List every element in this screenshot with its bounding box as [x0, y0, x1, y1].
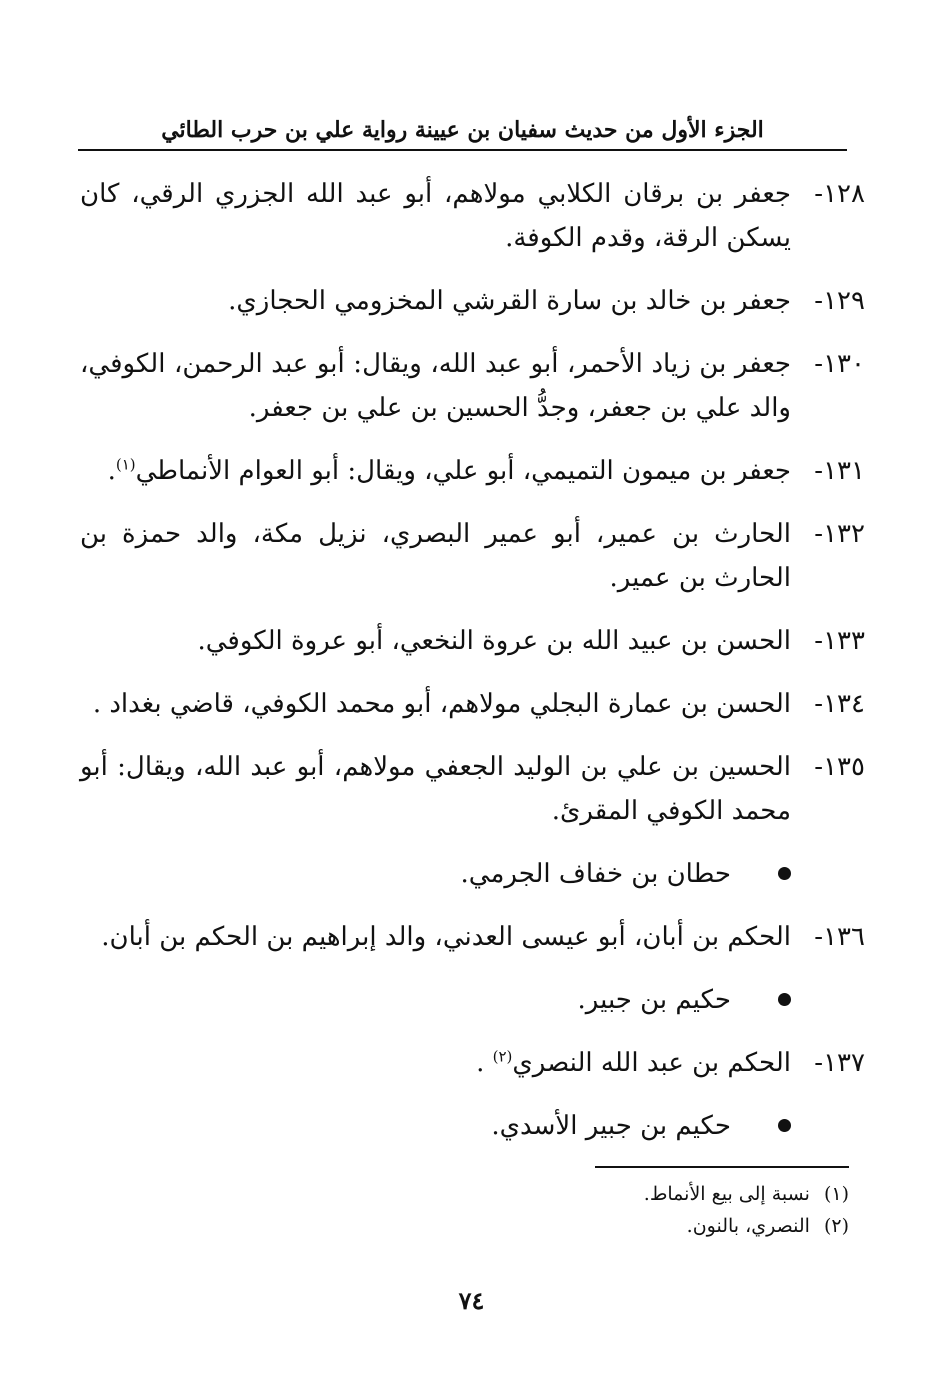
footnote-text: النصري، بالنون. [686, 1215, 810, 1237]
bullet-text: حكيم بن جبير الأسدي. [491, 1111, 731, 1141]
footnote-ref-1[interactable]: (١) [115, 455, 136, 474]
entry-text [80, 449, 791, 493]
entry-number: ١٣٢- [814, 519, 865, 549]
entry-text: الحسين بن علي بن الوليد الجعفي مولاهم، أبو عبد الله، ويقال: أبو محمد الكوفي المقرئ. [80, 752, 791, 826]
footnotes [80, 1178, 849, 1242]
footnote-ref-2[interactable]: (٢) [492, 1047, 513, 1066]
entry-136 [80, 915, 865, 959]
entry-134 [80, 682, 865, 726]
entry-text: الحكم بن أبان، أبو عيسى العدني، والد إبراهيم بن الحكم بن أبان. [101, 922, 791, 952]
entry-number: ١٣٣- [814, 626, 865, 656]
entry-129 [80, 279, 865, 323]
footnote-2 [80, 1210, 849, 1242]
entry-130 [80, 342, 865, 430]
entry-128 [80, 172, 865, 260]
entry-text: الحارث بن عمير، أبو عمير البصري، نزيل مكة، والد حمزة بن الحارث بن عمير. [80, 519, 791, 593]
entry-text-tail: . [107, 456, 116, 486]
bullet-item [80, 852, 791, 896]
entry-text: الحسن بن عبيد الله بن عروة النخعي، أبو عروة الكوفي. [197, 626, 791, 656]
bullet-item [80, 1104, 791, 1148]
footnote-text: نسبة إلى بيع الأنماط. [643, 1183, 810, 1205]
entry-text: الحسن بن عمارة البجلي مولاهم، أبو محمد الكوفي، قاضي بغداد . [92, 689, 791, 719]
bullet-dot-icon [778, 867, 791, 880]
page-number: ٧٤ [458, 1286, 485, 1315]
main-text [80, 172, 865, 1167]
header-divider [78, 149, 847, 151]
entry-number: ١٣٥- [814, 752, 865, 782]
entry-number: ١٢٩- [814, 286, 865, 316]
footnote-number: (١) [823, 1183, 849, 1205]
footnote-number: (٢) [823, 1215, 849, 1237]
running-header: الجزء الأول من حديث سفيان بن عيينة رواية علي بن حرب الطائي [161, 117, 764, 143]
entry-number: ١٣٠- [814, 349, 865, 379]
footnote-1 [80, 1178, 849, 1210]
entry-text: جعفر بن برقان الكلابي مولاهم، أبو عبد الله الجزري الرقي، كان يسكن الرقة، وقدم الكوفة. [80, 179, 791, 253]
entry-text-tail: . [476, 1048, 493, 1078]
footnote-divider [595, 1166, 849, 1168]
entry-135 [80, 745, 865, 833]
entry-text: جعفر بن خالد بن سارة القرشي المخزومي الحجازي. [228, 286, 791, 316]
entry-number: ١٣٦- [814, 922, 865, 952]
entry-132 [80, 512, 865, 600]
entry-text [80, 1041, 791, 1085]
entry-number: ١٣١- [814, 456, 865, 486]
entry-number: ١٢٨- [814, 179, 865, 209]
entry-text-main: جعفر بن ميمون التميمي، أبو علي، ويقال: أبو العوام الأنماطي [135, 456, 791, 486]
entry-number: ١٣٧- [814, 1048, 865, 1078]
bullet-item [80, 978, 791, 1022]
entry-number: ١٣٤- [814, 689, 865, 719]
entry-137 [80, 1041, 865, 1085]
bullet-dot-icon [778, 993, 791, 1006]
entry-131 [80, 449, 865, 493]
entry-133 [80, 619, 865, 663]
bullet-dot-icon [778, 1119, 791, 1132]
entry-text-main: الحكم بن عبد الله النصري [512, 1048, 791, 1078]
bullet-text: حطان بن خفاف الجرمي. [460, 859, 731, 889]
entry-text: جعفر بن زياد الأحمر، أبو عبد الله، ويقال: أبو عبد الرحمن، الكوفي، والد علي بن جعفر، وجدُّ الحسين بن علي بن جعفر. [80, 349, 791, 423]
bullet-text: حكيم بن جبير. [577, 985, 731, 1015]
